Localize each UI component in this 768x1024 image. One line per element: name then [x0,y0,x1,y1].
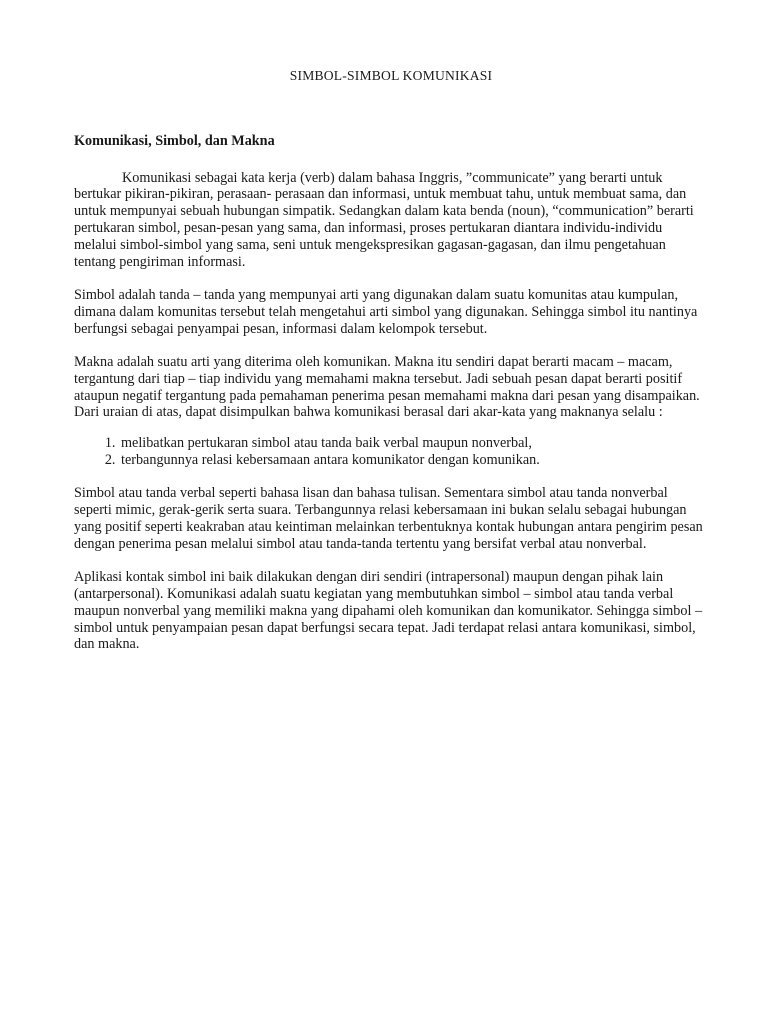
paragraph-verbal-nonverbal: Simbol atau tanda verbal seperti bahasa lisan dan bahasa tulisan. Sementara simbol atau tanda nonverbal seperti mimic, gerak-gerik serta suara. Terbangunnya relasi kebersamaan ini bukan selalu sebagai hubungan yang positif seperti keakraban atau keintiman melainkan terbentuknya kontak hubungan antara pengirim pesan dengan penerima pesan melalui simbol atau tanda-tanda tertentu yang bersifat verbal atau nonverbal. [74,485,703,552]
numbered-list [74,435,704,469]
paragraph-makna: Makna adalah suatu arti yang diterima oleh komunikan. Makna itu sendiri dapat berarti macam – macam, tergantung dari tiap – tiap individu yang memahami makna tersebut. Jadi sebuah pesan dapat berarti positif ataupun negatif tergantung pada pemahaman penerima pesan memahami makna dari pesan yang disampaikan. Dari uraian di atas, dapat disimpulkan bahwa komunikasi berasal dari akar-kata yang maknanya selalu : [74,353,700,421]
document-page [74,68,704,653]
paragraph-komunikasi: Komunikasi sebagai kata kerja (verb) dalam bahasa Inggris, ”communicate” yang berarti untuk bertukar pikiran-pikiran, perasaan- perasaan dan informasi, untuk membuat tahu, untuk membuat sama, dan untuk mempunyai sebuah hubungan simpatik. Sedangkan dalam kata benda (noun), “communication” berarti pertukaran simbol, pesan-pesan yang sama, dan informasi, proses pertukaran diantara individu-individu melalui simbol-simbol yang sama, seni untuk mengekspresikan gagasan-gagasan, dan ilmu pengetahuan tentang pengiriman informasi. [74,169,694,270]
paragraph-aplikasi: Aplikasi kontak simbol ini baik dilakukan dengan diri sendiri (intrapersonal) maupun dengan pihak lain (antarpersonal). Komunikasi adalah suatu kegiatan yang membutuhkan simbol – simbol atau tanda verbal maupun nonverbal yang memiliki makna yang dipahami oleh komunikan dan komunikator. Sehingga simbol – simbol untuk penyampaian pesan dapat berfungsi secara tepat. Jadi terdapat relasi antara komunikasi, simbol, dan makna. [74,569,703,653]
paragraph-simbol: Simbol adalah tanda – tanda yang mempunyai arti yang digunakan dalam suatu komunitas atau kumpulan, dimana dalam komunitas tersebut telah mengetahui arti simbol yang digunakan. Sehingga simbol itu nantinya berfungsi sebagai penyampai pesan, informasi dalam kelompok tersebut. [74,286,698,337]
section-heading: Komunikasi, Simbol, dan Makna [74,132,275,149]
list-item: 1. melibatkan pertukaran simbol atau tanda baik verbal maupun nonverbal, [119,435,704,452]
document-title: SIMBOL-SIMBOL KOMUNIKASI [289,68,493,83]
list-item: 2. terbangunnya relasi kebersamaan antara komunikator dengan komunikan. [119,452,704,469]
